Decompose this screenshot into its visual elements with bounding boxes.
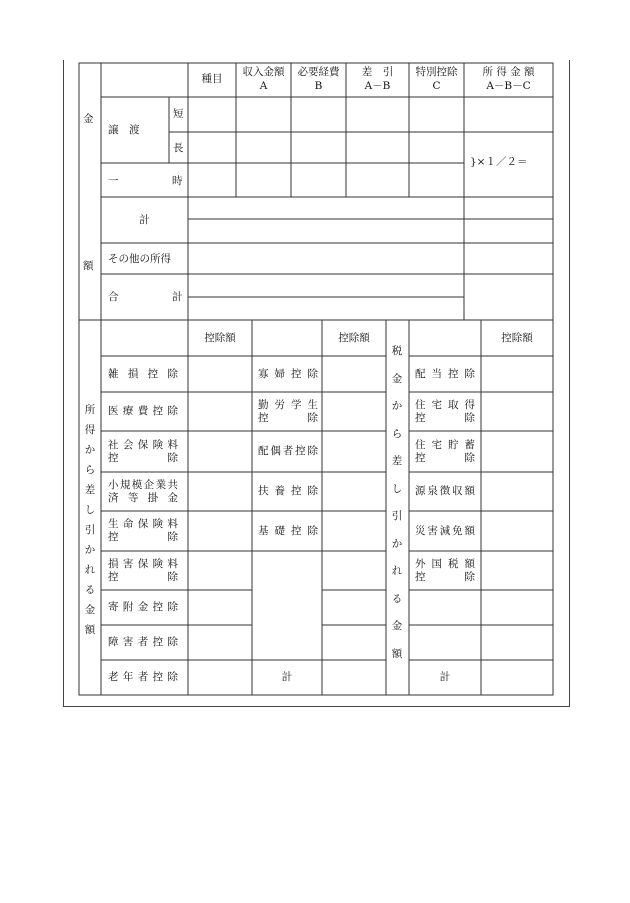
grand-total-label-a: 合 — [108, 291, 119, 303]
deduction-item-label: 寡 婦 控 除 — [258, 367, 318, 380]
deduction-item-label: 控 除 — [415, 451, 475, 464]
grand-total-label-b: 計 — [172, 291, 183, 303]
onetime-label-b: 時 — [172, 175, 183, 187]
deduction-item-label: 控 除 — [108, 451, 178, 464]
deduction-item-label: 基 礎 控 除 — [258, 524, 318, 537]
deduction-item-label: 老 年 者 控 除 — [108, 671, 178, 683]
other-income-label: その他の所得 — [108, 253, 171, 265]
deduction-item-label: 雑 損 控 除 — [108, 367, 178, 380]
deduction-item-label: 扶 養 控 除 — [258, 485, 318, 497]
header-expenses: 必要経費 — [297, 66, 340, 78]
header-special: 特別控除 — [415, 66, 458, 78]
deduction-total-label: 計 — [281, 671, 293, 683]
deduction-item-label: 小 規 模 企 業 共 — [108, 478, 178, 491]
header-income-code: A－B－C — [486, 80, 531, 92]
deduction-item-label: 生 命 保 険 料 — [108, 518, 178, 530]
deduction-item-label: 損 害 保 険 料 — [108, 557, 178, 570]
deduction-item-label: 控 除 — [108, 570, 178, 583]
deduction-item-label: 控 除 — [415, 570, 475, 583]
deduction-item-label: 住 宅 貯 蓄 — [415, 438, 475, 451]
income-side-label-top: 金 — [83, 113, 94, 125]
header-diff: 差 引 — [361, 66, 394, 78]
deduction-item-label: 控 除 — [415, 411, 475, 424]
deduction-item-label: 済 等 掛 金 — [108, 491, 178, 504]
half-formula: }×１／２＝ — [470, 156, 528, 168]
tax-amount-header: 控除額 — [501, 332, 533, 344]
transfer-label: 譲 渡 — [108, 124, 140, 136]
deduction-item-label: 配 当 控 除 — [415, 367, 475, 380]
header-special-code: C — [432, 80, 441, 92]
header-expenses-code: B — [314, 80, 323, 92]
header-diff-code: A－B — [364, 80, 391, 92]
header-revenue: 収入金額 — [242, 66, 285, 78]
deduction-amount-header-2: 控除額 — [338, 332, 370, 344]
income-side-label-bottom: 額 — [83, 260, 94, 272]
deduction-item-label: 配 偶 者 控 除 — [258, 445, 318, 457]
tax-total-label: 計 — [439, 671, 451, 683]
short-term-label: 短 — [173, 108, 184, 120]
income-total-label: 計 — [139, 214, 150, 226]
deduction-item-label: 控 除 — [108, 531, 178, 543]
header-type: 種目 — [201, 73, 223, 85]
deduction-item-label: 障 害 者 控 除 — [108, 636, 178, 648]
deduction-item-label: 控 除 — [258, 411, 318, 424]
deduction-side-label: 所得から差し引かれる金額 — [84, 404, 96, 636]
onetime-label-a: 一 — [108, 175, 119, 187]
deduction-amount-header-1: 控除額 — [204, 332, 236, 344]
deduction-item-label: 住 宅 取 得 — [415, 398, 475, 411]
deduction-item-label: 源 泉 徴 収 額 — [415, 485, 475, 497]
header-income: 所 得 金 額 — [482, 66, 535, 78]
long-term-label: 長 — [173, 142, 184, 154]
deduction-item-label: 勤 労 学 生 — [258, 398, 318, 411]
deduction-item-label: 災 害 減 免 額 — [415, 524, 475, 537]
deduction-item-label: 社 会 保 険 料 — [108, 438, 178, 451]
deduction-item-label: 寄 附 金 控 除 — [108, 601, 178, 613]
deduction-item-label: 外 国 税 額 — [415, 557, 475, 570]
tax-side-label: 税金から差し引かれる金額 — [391, 345, 403, 660]
header-revenue-code: A — [259, 80, 268, 92]
deduction-item-label: 医 療 費 控 除 — [108, 405, 178, 417]
